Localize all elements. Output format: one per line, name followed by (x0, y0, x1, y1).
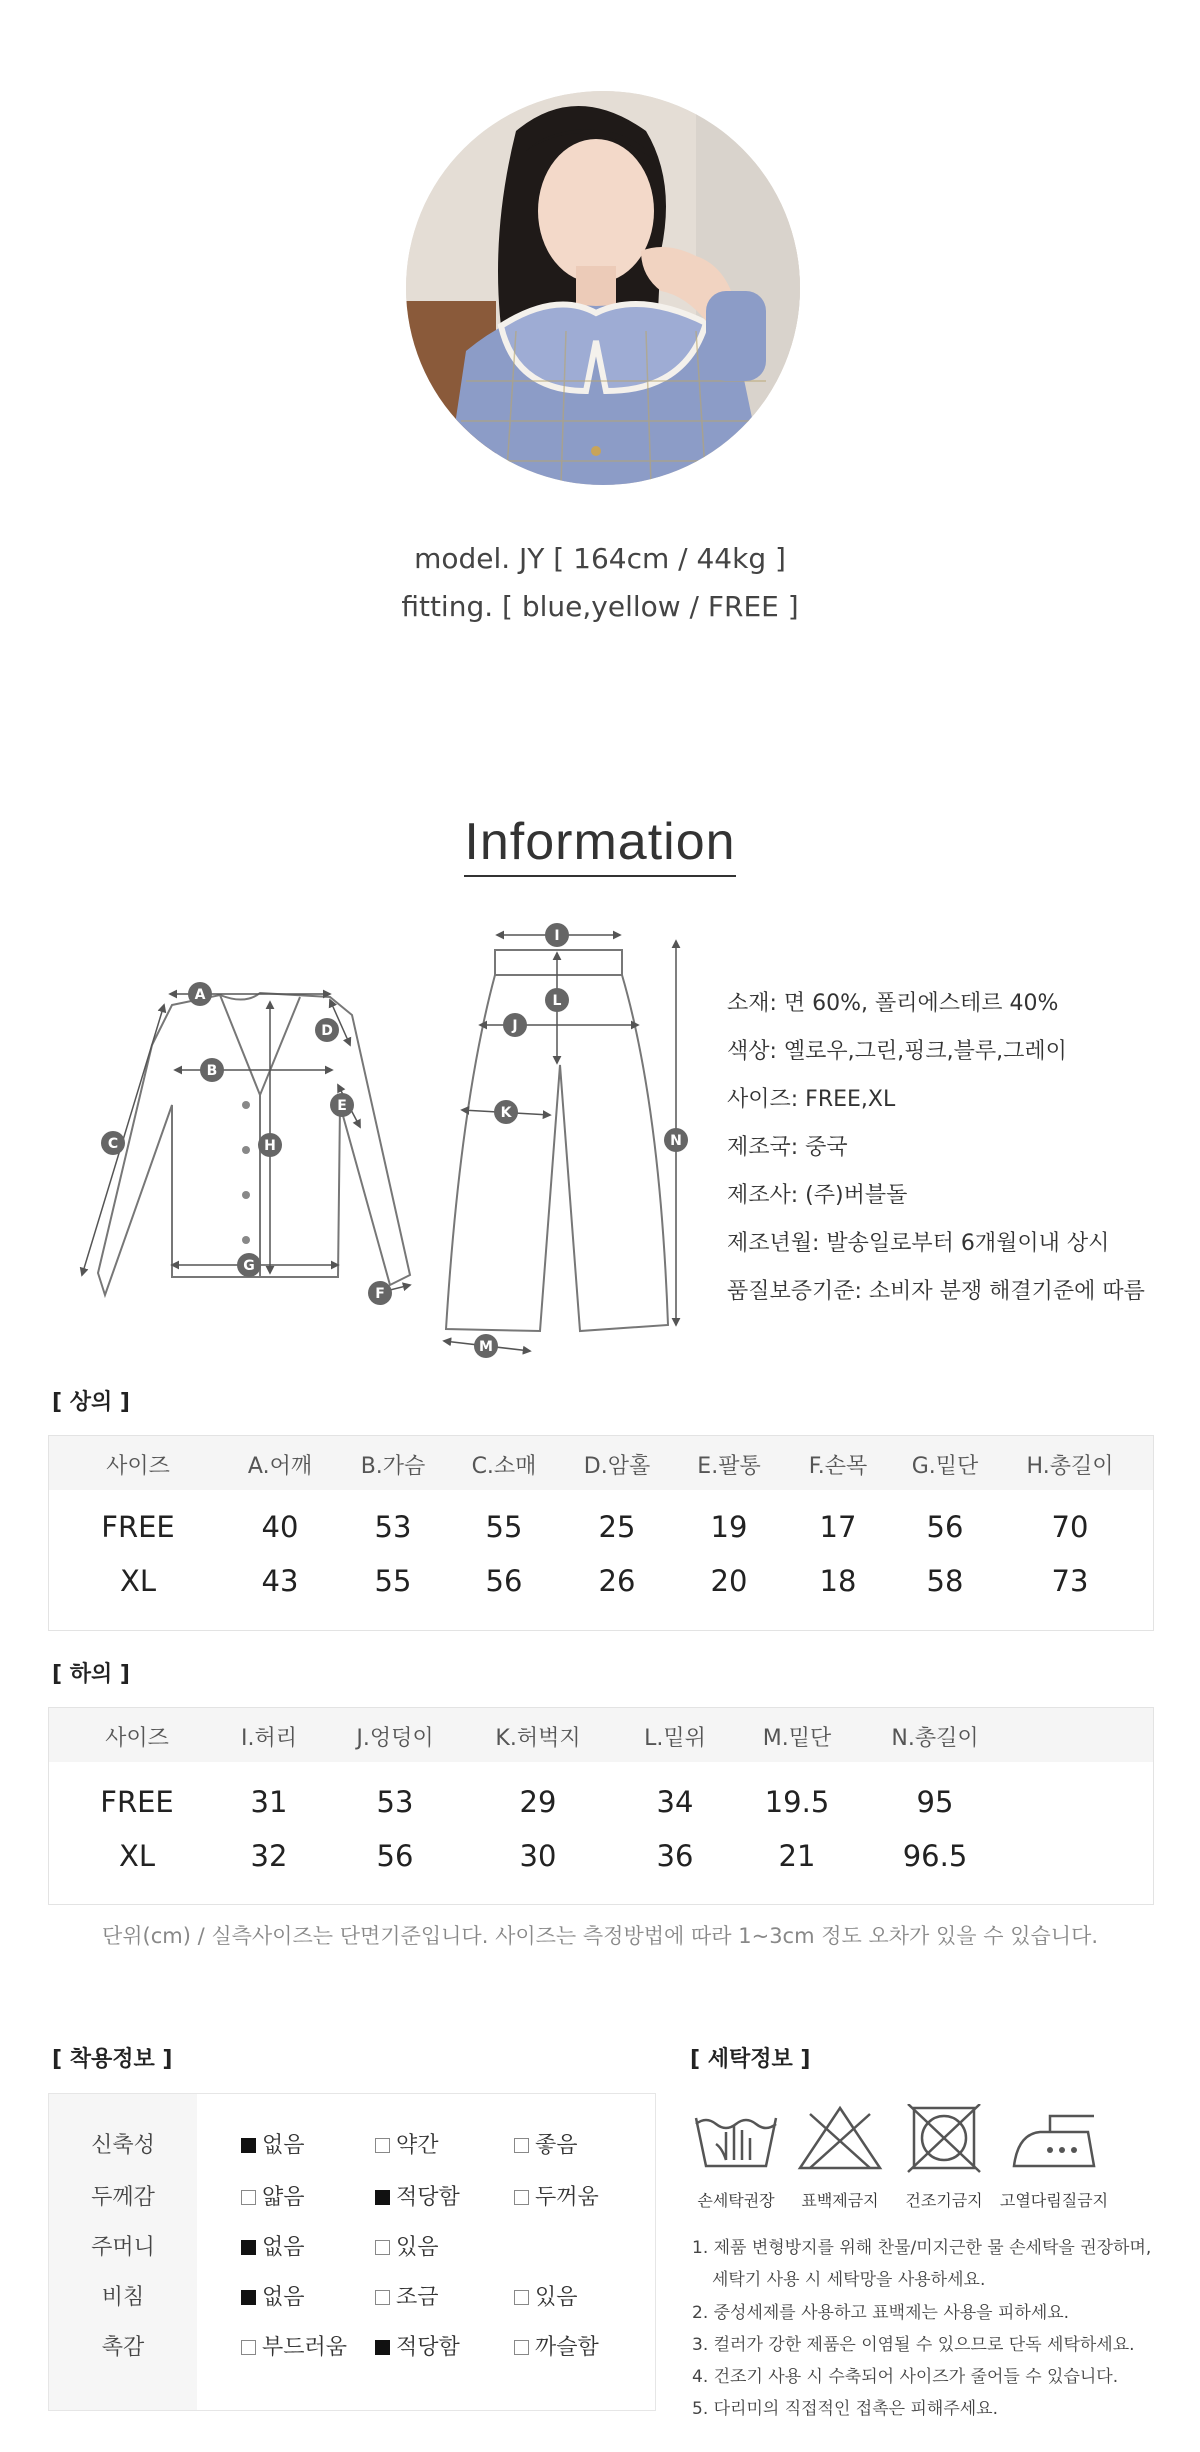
bottom-size-table (48, 1707, 1154, 1905)
table-cell: 55 (485, 1510, 523, 1544)
wear-option: 적당함 (375, 2330, 460, 2361)
table-header: M.밑단 (762, 1726, 832, 1751)
wear-label-texture: 촉감 (101, 2335, 145, 2360)
spec-warranty: 품질보증기준: 소비자 분쟁 해결기준에 따름 (727, 1279, 1145, 1304)
table-cell: 56 (376, 1839, 414, 1873)
svg-text:B: B (206, 1063, 218, 1079)
checkbox-empty-icon (514, 2190, 529, 2205)
table-header: H.총길이 (1026, 1454, 1114, 1479)
table-header: I.허리 (241, 1726, 297, 1751)
checkbox-empty-icon (514, 2340, 529, 2355)
table-header: K.허벅지 (495, 1726, 581, 1751)
table-cell: 36 (656, 1839, 694, 1873)
table-cell: 95 (916, 1785, 954, 1819)
table-cell: 56 (485, 1564, 523, 1598)
wear-option: 얇음 (241, 2180, 305, 2211)
wear-option: 까슬함 (514, 2330, 599, 2361)
table-cell: 18 (819, 1564, 857, 1598)
svg-text:J: J (512, 1018, 518, 1034)
wear-option: 없음 (241, 2280, 305, 2311)
table-header: A.어깨 (247, 1454, 313, 1479)
fitting-info: fitting. [ blue,yellow / FREE ] (401, 590, 799, 623)
unit-note: 단위(cm) / 실측사이즈는 단면기준입니다. 사이즈는 측정방법에 따라 1~3cm 정도 오차가 있을 수 있습니다. (101, 1924, 1099, 1948)
checkbox-empty-icon (514, 2138, 529, 2153)
hand-wash-icon (692, 2104, 780, 2174)
table-cell: 43 (261, 1564, 299, 1598)
table-cell: 53 (374, 1510, 412, 1544)
svg-text:M: M (479, 1339, 493, 1355)
table-header: D.암홀 (583, 1454, 651, 1479)
checkbox-checked-icon (241, 2290, 256, 2305)
svg-text:D: D (321, 1023, 333, 1039)
table-cell: 21 (778, 1839, 816, 1873)
table-header: G.밑단 (911, 1454, 979, 1479)
checkbox-checked-icon (375, 2340, 390, 2355)
bottom-size-label: [ 하의 ] (52, 1662, 130, 1687)
checkbox-empty-icon (375, 2138, 390, 2153)
no-high-heat-iron-icon (1010, 2104, 1098, 2174)
table-cell: 70 (1051, 1510, 1089, 1544)
table-cell: FREE (100, 1785, 174, 1819)
model-photo (406, 91, 800, 485)
wash-info-label: [ 세탁정보 ] (690, 2047, 811, 2072)
wear-option: 두꺼움 (514, 2180, 599, 2211)
wear-label-thickness: 두께감 (91, 2185, 155, 2210)
table-cell: 17 (819, 1510, 857, 1544)
table-cell: 73 (1051, 1564, 1089, 1598)
checkbox-empty-icon (241, 2340, 256, 2355)
wear-option: 없음 (241, 2230, 305, 2261)
svg-text:H: H (264, 1138, 276, 1154)
wash-caption: 건조기금지 (905, 2191, 983, 2210)
wear-option: 부드러움 (241, 2330, 347, 2361)
wear-label-seethrough: 비침 (101, 2285, 145, 2310)
table-header: B.가슴 (360, 1454, 426, 1479)
table-cell: 53 (376, 1785, 414, 1819)
checkbox-checked-icon (241, 2138, 256, 2153)
wear-info-label: [ 착용정보 ] (52, 2047, 173, 2072)
table-cell: XL (119, 1564, 157, 1598)
wear-option: 약간 (375, 2128, 439, 2159)
table-header: E.팔통 (697, 1454, 761, 1479)
model-info: model. JY [ 164cm / 44kg ] (414, 542, 786, 575)
no-tumble-dry-icon (900, 2104, 988, 2174)
table-header: F.손목 (808, 1454, 868, 1479)
table-cell: 96.5 (902, 1839, 968, 1873)
table-cell: 26 (598, 1564, 636, 1598)
table-cell: 58 (926, 1564, 964, 1598)
wash-note: 4. 건조기 사용 시 수축되어 사이즈가 줄어들 수 있습니다. (692, 2367, 1119, 2387)
wear-label-stretch: 신축성 (91, 2133, 155, 2158)
wash-note: 세탁기 사용 시 세탁망을 사용하세요. (712, 2270, 986, 2290)
svg-text:I: I (554, 928, 560, 944)
svg-text:C: C (107, 1136, 119, 1152)
spec-country: 제조국: 중국 (727, 1135, 848, 1160)
wash-caption: 고열다림질금지 (999, 2191, 1109, 2210)
spec-date: 제조년월: 발송일로부터 6개월이내 상시 (727, 1231, 1110, 1256)
checkbox-empty-icon (375, 2240, 390, 2255)
table-cell: 19 (710, 1510, 748, 1544)
svg-text:E: E (337, 1098, 347, 1114)
table-cell: 40 (261, 1510, 299, 1544)
svg-text:A: A (194, 987, 206, 1003)
table-cell: 29 (519, 1785, 557, 1819)
table-cell: 20 (710, 1564, 748, 1598)
table-header: J.엉덩이 (356, 1726, 434, 1751)
wash-note: 1. 제품 변형방지를 위해 찬물/미지근한 물 손세탁을 권장하며, (692, 2238, 1152, 2258)
wear-label-pocket: 주머니 (91, 2235, 155, 2260)
wear-option: 있음 (375, 2230, 439, 2261)
table-cell: 19.5 (764, 1785, 830, 1819)
checkbox-empty-icon (241, 2190, 256, 2205)
wash-note: 5. 다리미의 직접적인 접촉은 피해주세요. (692, 2399, 998, 2419)
wear-info-table (48, 2093, 656, 2411)
wash-caption: 손세탁권장 (697, 2191, 775, 2210)
table-cell: FREE (101, 1510, 175, 1544)
spec-color: 색상: 옐로우,그린,핑크,블루,그레이 (727, 1039, 1067, 1064)
wear-option: 있음 (514, 2280, 578, 2311)
table-cell: 25 (598, 1510, 636, 1544)
svg-text:N: N (670, 1133, 682, 1149)
table-cell: 30 (519, 1839, 557, 1873)
wear-option: 조금 (375, 2280, 439, 2311)
checkbox-checked-icon (241, 2240, 256, 2255)
table-header: C.소매 (471, 1454, 537, 1479)
table-header: L.밑위 (644, 1726, 706, 1751)
table-cell: 32 (250, 1839, 288, 1873)
spec-size: 사이즈: FREE,XL (727, 1087, 896, 1112)
wear-option: 적당함 (375, 2180, 460, 2211)
table-cell: XL (118, 1839, 156, 1873)
information-title: Information (0, 812, 1200, 872)
svg-text:G: G (243, 1258, 255, 1274)
checkbox-empty-icon (375, 2290, 390, 2305)
wear-option: 없음 (241, 2128, 305, 2159)
wash-note: 3. 컬러가 강한 제품은 이염될 수 있으므로 단독 세탁하세요. (692, 2335, 1135, 2355)
checkbox-empty-icon (514, 2290, 529, 2305)
table-cell: 56 (926, 1510, 964, 1544)
table-header: N.총길이 (891, 1726, 979, 1751)
svg-text:F: F (375, 1286, 385, 1302)
wear-option: 좋음 (514, 2128, 578, 2159)
wash-caption: 표백제금지 (801, 2191, 879, 2210)
table-header: 사이즈 (106, 1454, 170, 1479)
top-size-table (48, 1435, 1154, 1631)
table-cell: 55 (374, 1564, 412, 1598)
table-cell: 34 (656, 1785, 694, 1819)
svg-text:K: K (500, 1105, 512, 1121)
checkbox-checked-icon (375, 2190, 390, 2205)
table-cell: 31 (250, 1785, 288, 1819)
size-diagram (60, 905, 700, 1365)
no-bleach-icon (796, 2104, 884, 2174)
wash-note: 2. 중성세제를 사용하고 표백제는 사용을 피하세요. (692, 2303, 1070, 2323)
svg-text:L: L (552, 993, 562, 1009)
table-header: 사이즈 (105, 1726, 169, 1751)
top-size-label: [ 상의 ] (52, 1390, 130, 1415)
spec-material: 소재: 면 60%, 폴리에스테르 40% (727, 991, 1059, 1016)
spec-manufacturer: 제조사: (주)버블돌 (727, 1183, 908, 1208)
